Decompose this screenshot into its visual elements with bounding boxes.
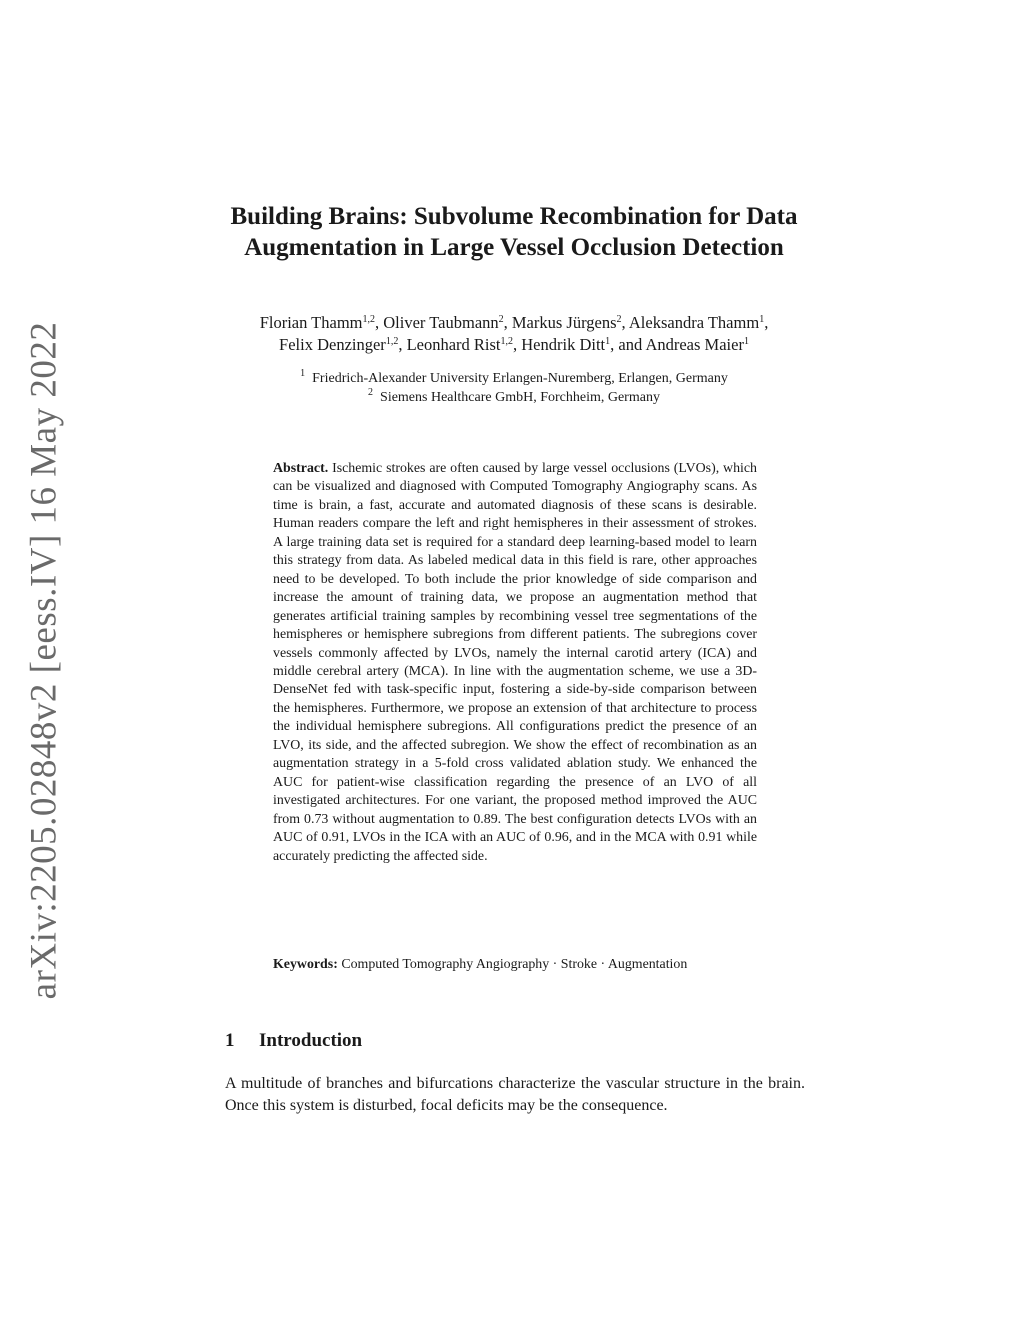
- abstract-label: Abstract.: [273, 461, 329, 476]
- author: Markus Jürgens$^2$: [511, 313, 622, 332]
- author: Aleksandra Thamm$^1$: [628, 313, 765, 332]
- keywords-label: Keywords:: [273, 957, 338, 972]
- author: Leonhard Rist$^{1,2}$: [406, 335, 514, 354]
- keywords: [273, 956, 757, 974]
- author-affiliation-marker: 1,2: [385, 336, 399, 347]
- author-affiliation-marker: 1,2: [500, 336, 514, 347]
- author-affiliation-marker: 1: [605, 336, 611, 347]
- author: Felix Denzinger$^{1,2}$: [279, 335, 399, 354]
- author-affiliation-marker: 1: [743, 336, 749, 347]
- arxiv-identifier-text: arXiv:2205.02848v2 [eess.IV] 16 May 2022: [23, 321, 65, 999]
- author: Andreas Maier$^1$: [645, 335, 749, 354]
- section-paragraph: A multitude of branches and bifurcations characterize the vascular structure in the brain. Once this system is disturbed, focal deficits may be the consequence.: [225, 1075, 805, 1114]
- author-connector: and: [618, 335, 643, 354]
- section-heading: [225, 1029, 805, 1053]
- affiliation-marker: 2: [368, 387, 374, 398]
- paper-title: Building Brains: Subvolume Recombination for Data Augmentation in Large Vessel Occlusion Detection: [230, 202, 798, 261]
- author-list: Florian Thamm$^{1,2}$, Oliver Taubmann$^2$, Markus Jürgens$^2$, Aleksandra Thamm$^1$, Felix Denzinger$^{1,2}$, Leonhard Rist$^{1,2}$, Hendrik Ditt$^1$, and Andreas Maier$^1$: [259, 313, 769, 354]
- section-title: Introduction: [259, 1030, 363, 1051]
- arxiv-identifier-stamp: [12, 321, 76, 999]
- affiliation: $^1$ Friedrich-Alexander University Erlangen-Nuremberg, Erlangen, Germany: [300, 368, 728, 386]
- author: Oliver Taubmann$^2$: [383, 313, 504, 332]
- author: Hendrik Ditt$^1$: [521, 335, 611, 354]
- author: Florian Thamm$^{1,2}$: [259, 313, 375, 332]
- affiliations: [200, 369, 828, 407]
- abstract-text: Ischemic strokes are often caused by large vessel occlusions (LVOs), which can be visualized and diagnosed with Computed Tomography Angiography scans. As time is brain, a fast, accurate and automated diagnosis of these scans is desirable. Human readers compare the left and right hemispheres in their assessment of strokes. A large training data set is required for a standard deep learning-based model to learn this strategy from data. As labeled medical data in this field is rare, other approaches need to be developed. To both include the prior knowledge of side comparison and increase the amount of training data, we propose an augmentation method that generates artificial training samples by recombining vessel tree segmentations of the hemispheres or hemisphere subregions from different patients. The subregions cover vessels commonly affected by LVOs, namely the internal carotid artery (ICA) and middle cerebral artery (MCA). In line with the augmentation scheme, we use a 3D-DenseNet fed with task-specific input, fostering a side-by-side comparison between the hemispheres. Furthermore, we propose an extension of that architecture to process the individual hemisphere subregions. All configurations predict the presence of an LVO, its side, and the affected subregion. We show the effect of recombination as an augmentation strategy in a 5-fold cross validated ablation study. We enhanced the AUC for patient-wise classification regarding the presence of an LVO of all investigated architectures. For one variant, the proposed method improved the AUC from 0.73 without augmentation to 0.89. The best configuration detects LVOs with an AUC of 0.91, LVOs in the ICA with an AUC of 0.96, and in the MCA with 0.91 while accurately predicting the affected side.: [273, 461, 757, 864]
- author-affiliation-marker: 1: [759, 314, 765, 325]
- section-number: 1: [225, 1030, 235, 1051]
- author-affiliation-marker: 2: [498, 314, 504, 325]
- author-affiliation-marker: 2: [616, 314, 622, 325]
- affiliation: $^2$ Siemens Healthcare GmbH, Forchheim, Germany: [368, 387, 660, 405]
- affiliation-marker: 1: [300, 368, 306, 379]
- keywords-text: Computed Tomography Angiography · Stroke · Augmentation: [341, 957, 688, 972]
- abstract: [273, 460, 757, 866]
- author-affiliation-marker: 1,2: [362, 314, 375, 325]
